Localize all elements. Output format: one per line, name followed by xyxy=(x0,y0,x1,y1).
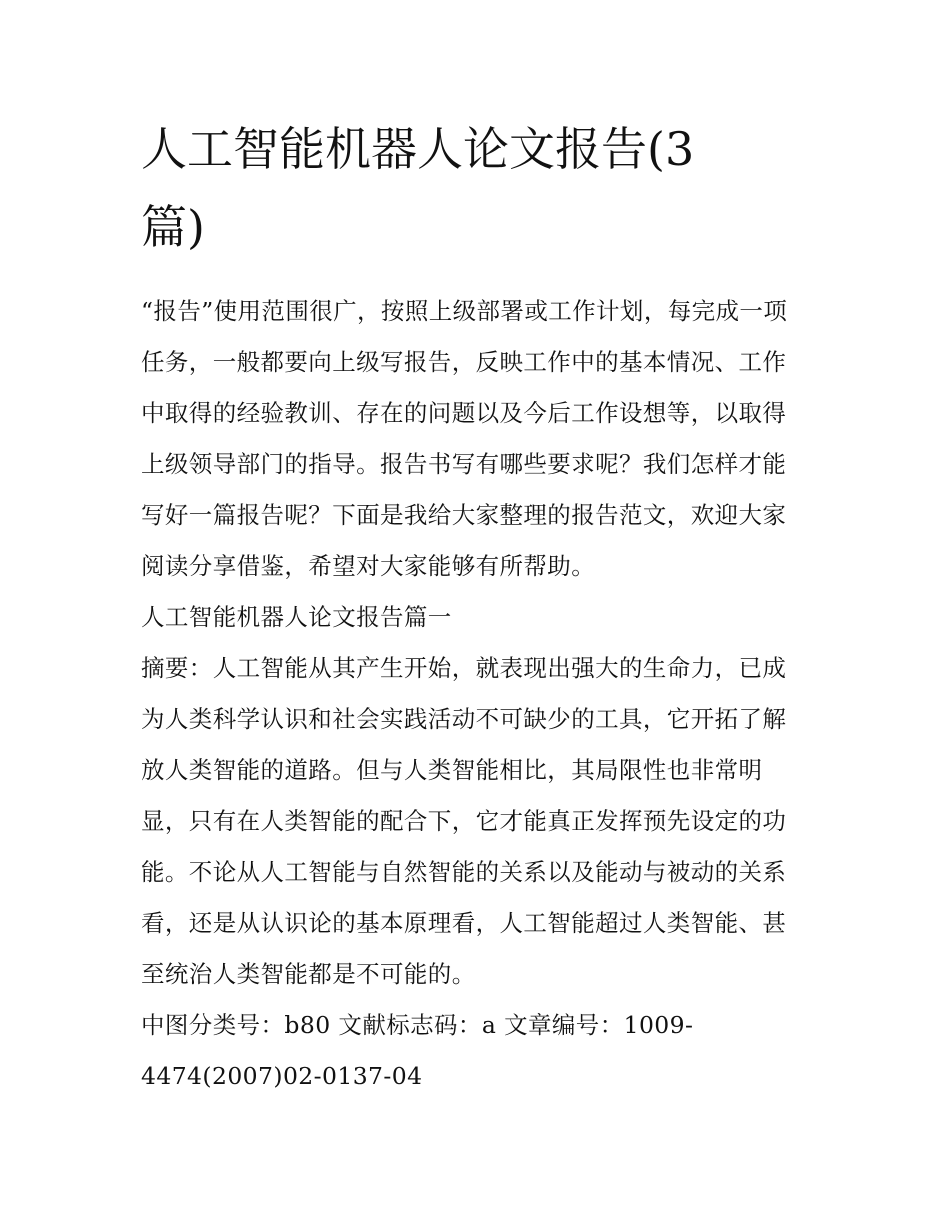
intro-line: “报告”使用范围很广，按照上级部署或工作计划，每完成一项 xyxy=(141,297,788,325)
abstract-line: 能。不论从人工智能与自然智能的关系以及能动与被动的关系 xyxy=(141,858,787,886)
document-body xyxy=(141,286,813,1102)
intro-paragraph xyxy=(141,286,813,592)
intro-line: 任务，一般都要向上级写报告，反映工作中的基本情况、工作 xyxy=(141,348,787,376)
classification-line: 中图分类号：b80 文献标志码：a 文章编号：1009- xyxy=(141,1011,694,1039)
document-page xyxy=(141,110,813,1102)
intro-line: 上级领导部门的指导。报告书写有哪些要求呢？我们怎样才能 xyxy=(141,450,787,478)
intro-line: 阅读分享借鉴，希望对大家能够有所帮助。 xyxy=(141,552,596,580)
section-heading: 人工智能机器人论文报告篇一 xyxy=(141,603,452,631)
title-line-2: 篇) xyxy=(141,200,205,254)
abstract-line: 显，只有在人类智能的配合下，它才能真正发挥预先设定的功 xyxy=(141,807,787,835)
intro-line: 写好一篇报告呢？下面是我给大家整理的报告范文，欢迎大家 xyxy=(141,501,787,529)
abstract-line: 摘要：人工智能从其产生开始，就表现出强大的生命力，已成 xyxy=(141,654,787,682)
title-line-1: 人工智能机器人论文报告(3 xyxy=(141,122,695,176)
abstract-line: 放人类智能的道路。但与人类智能相比，其局限性也非常明 xyxy=(141,756,763,784)
classification-line: 4474(2007)02-0137-04 xyxy=(141,1062,423,1090)
abstract-line: 为人类科学认识和社会实践活动不可缺少的工具，它开拓了解 xyxy=(141,705,787,733)
document-title xyxy=(141,110,813,266)
abstract-line: 看，还是从认识论的基本原理看，人工智能超过人类智能、甚 xyxy=(141,909,787,937)
abstract-line: 至统治人类智能都是不可能的。 xyxy=(141,960,476,988)
intro-line: 中取得的经验教训、存在的问题以及今后工作设想等，以取得 xyxy=(141,399,787,427)
abstract-paragraph xyxy=(141,643,813,1000)
classification-info xyxy=(141,1000,813,1102)
